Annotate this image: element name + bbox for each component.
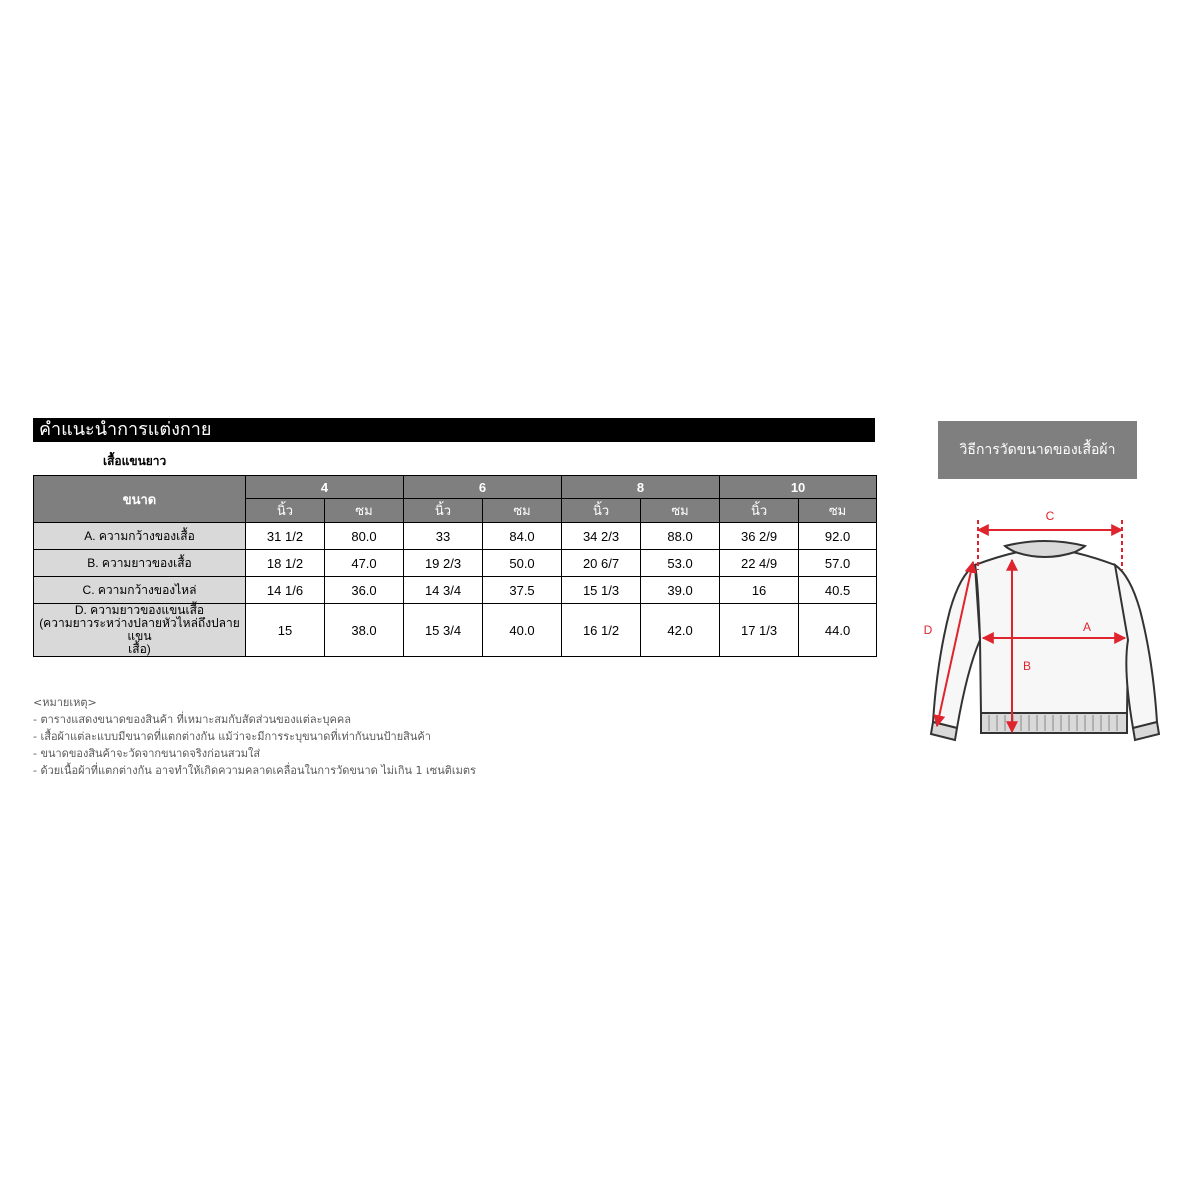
table-cell: 16 1/2 bbox=[562, 604, 641, 657]
table-cell: 15 3/4 bbox=[404, 604, 483, 657]
table-cell: 92.0 bbox=[799, 523, 877, 550]
row-label bbox=[34, 604, 246, 657]
size-header: ขนาด bbox=[34, 476, 246, 523]
table-cell: 40.0 bbox=[483, 604, 562, 657]
unit-cm-header: ซม bbox=[483, 499, 562, 523]
table-cell: 53.0 bbox=[641, 550, 720, 577]
row-label: C. ความกว้างของไหล่ bbox=[34, 577, 246, 604]
table-row bbox=[34, 604, 877, 657]
size-col-header: 8 bbox=[562, 476, 720, 499]
row-label-line: D. ความยาวของแขนเสื้อ bbox=[74, 603, 205, 617]
table-cell: 50.0 bbox=[483, 550, 562, 577]
table-cell: 47.0 bbox=[325, 550, 404, 577]
row-label-line: เสื้อ) bbox=[128, 642, 151, 656]
table-row bbox=[34, 577, 877, 604]
table-cell: 34 2/3 bbox=[562, 523, 641, 550]
table-cell: 17 1/3 bbox=[720, 604, 799, 657]
table-cell: 42.0 bbox=[641, 604, 720, 657]
unit-inch-header: นิ้ว bbox=[562, 499, 641, 523]
size-col-header: 6 bbox=[404, 476, 562, 499]
measure-label-c: C bbox=[1045, 509, 1055, 523]
measure-label-b: B bbox=[1022, 659, 1032, 673]
table-cell: 33 bbox=[404, 523, 483, 550]
table-cell: 36.0 bbox=[325, 577, 404, 604]
unit-inch-header: นิ้ว bbox=[246, 499, 325, 523]
row-label: B. ความยาวของเสื้อ bbox=[34, 550, 246, 577]
table-cell: 84.0 bbox=[483, 523, 562, 550]
measure-label-a: A bbox=[1082, 620, 1092, 634]
note-item: - ขนาดของสินค้าจะวัดจากขนาดจริงก่อนสวมใส่ bbox=[33, 747, 261, 760]
note-item: - ด้วยเนื้อผ้าที่แตกต่างกัน อาจทำให้เกิดความคลาดเคลื่อนในการวัดขนาด ไม่เกิน 1 เซนติเมตร bbox=[33, 764, 476, 777]
notes-heading: <หมายเหตุ> bbox=[33, 696, 97, 709]
unit-cm-header: ซม bbox=[325, 499, 404, 523]
page-title: คำแนะนำการแต่งกาย bbox=[33, 418, 875, 442]
note-item: - ตารางแสดงขนาดของสินค้า ที่เหมาะสมกับสัดส่วนของแต่ละบุคคล bbox=[33, 713, 351, 726]
unit-cm-header: ซม bbox=[641, 499, 720, 523]
table-cell: 37.5 bbox=[483, 577, 562, 604]
unit-cm-header: ซม bbox=[799, 499, 877, 523]
table-row bbox=[34, 550, 877, 577]
table-cell: 20 6/7 bbox=[562, 550, 641, 577]
table-cell: 15 bbox=[246, 604, 325, 657]
table-cell: 22 4/9 bbox=[720, 550, 799, 577]
size-chart-table bbox=[33, 475, 877, 657]
table-cell: 18 1/2 bbox=[246, 550, 325, 577]
row-label: A. ความกว้างของเสื้อ bbox=[34, 523, 246, 550]
table-row bbox=[34, 523, 877, 550]
table-cell: 14 1/6 bbox=[246, 577, 325, 604]
table-cell: 15 1/3 bbox=[562, 577, 641, 604]
table-cell: 39.0 bbox=[641, 577, 720, 604]
table-cell: 80.0 bbox=[325, 523, 404, 550]
notes-section bbox=[33, 694, 476, 779]
table-cell: 14 3/4 bbox=[404, 577, 483, 604]
unit-inch-header: นิ้ว bbox=[720, 499, 799, 523]
unit-inch-header: นิ้ว bbox=[404, 499, 483, 523]
table-cell: 88.0 bbox=[641, 523, 720, 550]
table-cell: 19 2/3 bbox=[404, 550, 483, 577]
sweater-measurement-diagram bbox=[915, 500, 1185, 750]
table-cell: 31 1/2 bbox=[246, 523, 325, 550]
size-col-header: 10 bbox=[720, 476, 877, 499]
table-cell: 44.0 bbox=[799, 604, 877, 657]
measure-label-d: D bbox=[923, 623, 933, 637]
size-col-header: 4 bbox=[246, 476, 404, 499]
table-cell: 40.5 bbox=[799, 577, 877, 604]
table-cell: 57.0 bbox=[799, 550, 877, 577]
table-cell: 36 2/9 bbox=[720, 523, 799, 550]
row-label-line: (ความยาวระหว่างปลายหัวไหล่ถึงปลายแขน bbox=[39, 616, 240, 643]
note-item: - เสื้อผ้าแต่ละแบบมีขนาดที่แตกต่างกัน แม้ว่าจะมีการระบุขนาดที่เท่ากันบนป้ายสินค้า bbox=[33, 730, 431, 743]
garment-type-label: เสื้อแขนยาว bbox=[103, 454, 167, 468]
table-cell: 38.0 bbox=[325, 604, 404, 657]
measure-guide-title: วิธีการวัดขนาดของเสื้อผ้า bbox=[938, 421, 1137, 479]
table-cell: 16 bbox=[720, 577, 799, 604]
